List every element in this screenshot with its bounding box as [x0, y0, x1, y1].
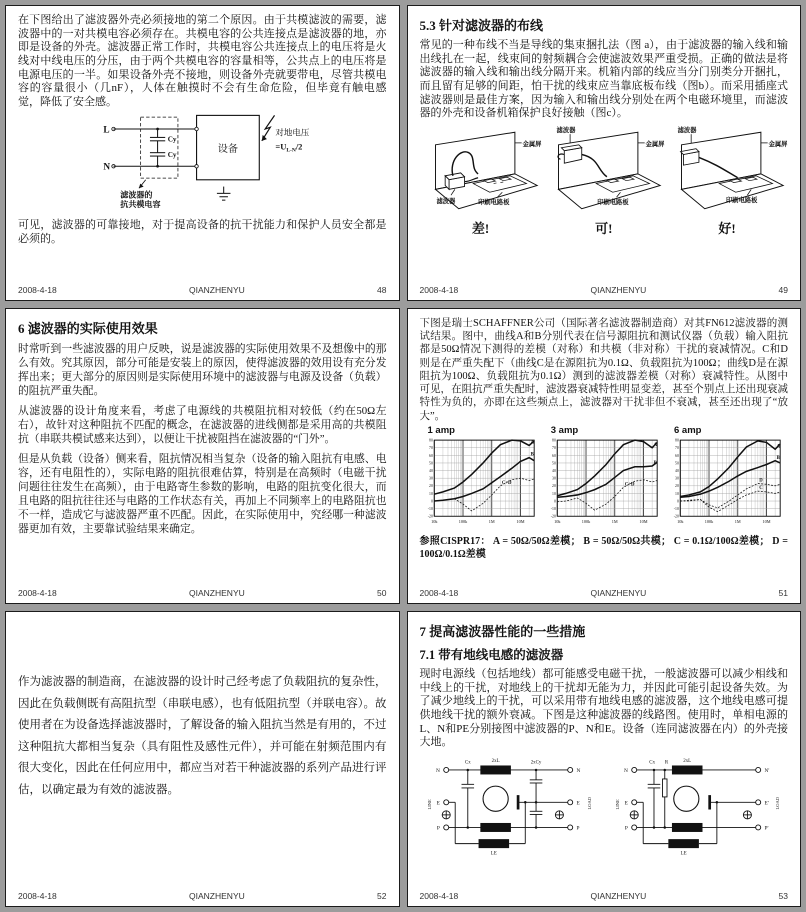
- footer-date: 2008-4-18: [18, 285, 57, 295]
- svg-text:B: B: [530, 452, 534, 458]
- device-label: 设备: [217, 144, 238, 156]
- svg-text:-20: -20: [427, 514, 433, 519]
- svg-text:100k: 100k: [581, 518, 591, 524]
- svg-text:10: 10: [551, 491, 556, 496]
- wires: [113, 129, 196, 166]
- screen-label: 金属屏: [645, 140, 665, 148]
- cap2-label: Cy: [167, 151, 177, 160]
- svg-text:70: 70: [675, 445, 679, 450]
- svg-text:B: B: [776, 455, 780, 461]
- attenuation-plots: [420, 425, 789, 533]
- svg-text:10M: 10M: [762, 518, 771, 524]
- svg-text:A: A: [530, 440, 534, 446]
- svg-text:10M: 10M: [515, 518, 525, 524]
- footer-date: 2008-4-18: [18, 891, 57, 901]
- le-label: LE: [680, 851, 687, 857]
- svg-text:40: 40: [428, 468, 433, 473]
- filter-label: 滤波器: [556, 126, 576, 134]
- svg-text:10M: 10M: [639, 518, 648, 524]
- attenuation-chart-1amp: [420, 436, 538, 528]
- terminal-label: N: [435, 767, 440, 774]
- paragraph-2: 从滤波器的设计角度来看，考虑了电源线的共模阻抗相对较低（约在50Ω左右），故针对这种阻抗不匹配的概念，在滤波器的进线侧都是采用高的共模阻抗（串联共模试感来达到），以便让干扰被阻挡在滤波器的“门外”。: [18, 405, 387, 446]
- filter-circuits: [420, 752, 789, 858]
- paragraph-1: 时常听到一些滤波器的用户反映，说是滤波器的实际使用效果不及想像中的那么有效。究其原因，部分可能是安装上的原因，使得滤波器的效用设有充分发挥出来；更大部分的原因则是实际使用环境中的滤波器与电源及设备（负载）的阻抗严重失配。: [18, 343, 387, 398]
- footer-page-number: 51: [778, 588, 788, 598]
- footer-author: QIANZHENYU: [189, 891, 245, 901]
- inductor-label: 2xL: [491, 758, 500, 764]
- paragraph-3: 但是从负载（设备）侧来看，阻抗情况相当复杂（设备的输入阻抗有电感、电容，还有电阻性的），实际电路的阻抗很难估算，特别是在高频时（电磁干扰问题往往发生在高频），由于电路寄生参数的影响，电路的阻抗变化很大，而且电路的阻抗往往还与电路的工作状态有关，再加上不同频率上的电路阻抗也不一样，造成它与滤波器严重不匹配。因此，在实际使用中，究经哪一种滤波器更加有效，主要靠试验结果来确定。: [18, 453, 387, 536]
- wiring-figures: [420, 125, 789, 237]
- lightning-icon: [262, 116, 275, 141]
- pcb-label: 印刷电路板: [726, 196, 758, 204]
- svg-text:10k: 10k: [553, 518, 561, 524]
- wiring-figure-c: [666, 125, 788, 237]
- svg-text:-10: -10: [550, 506, 556, 511]
- ground-icon: [217, 187, 231, 201]
- svg-text:1M: 1M: [611, 518, 618, 524]
- cap-note-1: 滤波器的: [120, 190, 153, 200]
- svg-text:10: 10: [675, 491, 679, 496]
- grounding-diagram: [85, 112, 320, 212]
- slide-footer: [18, 588, 387, 598]
- slide-footer: [420, 588, 789, 598]
- svg-text:70: 70: [551, 445, 556, 450]
- svg-text:60: 60: [675, 453, 679, 458]
- section-heading: 6 滤波器的实际使用效果: [18, 321, 158, 336]
- body-text: 作为滤波器的制造商，在滤波器的设计时己经考虑了负载阻抗的复杂性，因此在负载侧既有高阻抗型（串联电感），也有低阻抗型（并联电容）。故使用者在为设备选择滤波器时，了解设备的输入阻抗当然是有用的，不过这种阻抗大都相当复杂（具有阻性及感性元件），并可能在射频范围内有很大变化，因此在任何应用中，都应当对若干种滤波器的系列产品进行评估，以确定最为有效的滤波器。: [18, 676, 387, 797]
- body-text: 现时电源线（包括地线）都可能感受电磁干扰，一般滤波器可以减少相线和中线上的干扰，对地线上的干扰却无能为力，并因此可能引起设备失效。为了减少地线上的干扰，可以采用带有地线电感的滤波器，这个地线电感可提供地线干扰的额外衰减。下图是这种滤波器的线路图。使用时，单相电源的L、N和PE分别接图中滤波器的P、N和E。设备（连同滤波器在内）的外壳接大地。: [419, 668, 788, 749]
- svg-text:40: 40: [551, 468, 556, 473]
- svg-text:C: C: [759, 485, 763, 491]
- slide-51: [407, 308, 802, 604]
- terminal-label: P: [575, 825, 579, 832]
- svg-text:1M: 1M: [734, 518, 741, 524]
- terminal-label: E: [436, 800, 440, 807]
- svg-text:10: 10: [428, 491, 433, 496]
- plot-6amp: [666, 425, 788, 533]
- chassis-sketch-good: [666, 125, 788, 215]
- pcb-label: 印刷电路板: [477, 198, 510, 206]
- slide-49: [407, 5, 802, 301]
- svg-text:80: 80: [675, 438, 679, 443]
- figure-caption: 可!: [595, 220, 613, 236]
- footer-author: QIANZHENYU: [590, 891, 647, 901]
- footer-author: QIANZHENYU: [189, 285, 245, 295]
- section-heading: 5.3 针对滤波器的布线: [419, 18, 544, 33]
- wiring-figure-b: [543, 125, 665, 237]
- slide-footer: [18, 285, 387, 295]
- line-l-label: L: [103, 125, 110, 136]
- filter-label: 滤波器: [677, 126, 697, 134]
- svg-text:20: 20: [428, 483, 433, 488]
- ground-cross-icon: [630, 811, 751, 819]
- svg-text:50: 50: [551, 461, 556, 466]
- line-label: LINE: [614, 799, 620, 810]
- subsection-heading: 7.1 带有地线电感的滤波器: [419, 648, 564, 662]
- filter-dashed-box: [140, 117, 177, 178]
- footer-page-number: 52: [377, 891, 387, 901]
- svg-text:-20: -20: [673, 514, 679, 519]
- footer-author: QIANZHENYU: [189, 588, 245, 598]
- footer-page-number: 49: [778, 285, 788, 295]
- line-label: LINE: [426, 799, 432, 810]
- terminal-label: E: [624, 800, 628, 807]
- body-text: 在下图给出了滤波器外壳必须接地的第二个原因。由于共模滤波的需要，滤波器中的一对共模电容必须存在。共模电容的公共连接点是滤波器的地，亦即是设备的外壳。滤波器正常工作时，共模电容公共连接点上的电压将是火线对中线电压的分压，由于两个共模电容的容量相等，公共点上的电压将是电源电压的一半。如果设备外壳不接地，则设备外壳就要带电，尽管共模电容的容量很小（几nF），人体在触摸时不会有生命危险，但毕竟有触电感觉，降低了安全感。: [18, 14, 387, 108]
- conclusion-text: 可见，滤波器的可靠接地，对于提高设备的抗干扰能力和保护人员安全都是必须的。: [18, 219, 387, 245]
- filter-label: 滤波器: [435, 197, 455, 205]
- attenuation-chart-3amp: [543, 436, 661, 528]
- svg-text:50: 50: [675, 461, 679, 466]
- plot-1amp: [420, 425, 542, 533]
- svg-text:0: 0: [676, 499, 679, 504]
- svg-text:20: 20: [551, 483, 556, 488]
- wiring-figure-a: [420, 125, 542, 237]
- filter-circuit-diagram-right: [608, 752, 788, 858]
- svg-text:B: B: [653, 460, 657, 466]
- svg-text:A: A: [776, 444, 781, 450]
- slide-50: [5, 308, 400, 604]
- figure-caption: 差!: [471, 220, 490, 236]
- footer-author: QIANZHENYU: [590, 285, 647, 295]
- svg-text:10k: 10k: [430, 518, 437, 524]
- svg-text:1M: 1M: [488, 518, 495, 524]
- terminal-label: E: [575, 800, 580, 807]
- slide-48: [5, 5, 400, 301]
- footer-date: 2008-4-18: [419, 285, 459, 295]
- footer-date: 2008-4-18: [419, 891, 459, 901]
- plot-title: 1 amp: [427, 424, 455, 436]
- svg-text:50: 50: [428, 461, 433, 466]
- footer-page-number: 50: [377, 588, 387, 598]
- svg-text:80: 80: [551, 438, 556, 443]
- filter-box: [445, 173, 464, 189]
- slide-footer: [18, 891, 387, 901]
- svg-text:30: 30: [675, 476, 679, 481]
- filter-box: [681, 148, 699, 164]
- slide-52: [5, 611, 400, 907]
- voltage-label: 对地电压: [275, 128, 310, 139]
- slide-footer: [420, 891, 789, 901]
- footer-page-number: 53: [778, 891, 788, 901]
- attenuation-chart-6amp: [666, 436, 784, 528]
- svg-text:-10: -10: [427, 506, 433, 511]
- pointer-arrow: [139, 180, 146, 188]
- screen-label: 金属屏: [522, 140, 541, 148]
- line-n-label: N: [103, 163, 110, 174]
- svg-text:C+D: C+D: [624, 482, 635, 488]
- svg-text:80: 80: [428, 438, 433, 443]
- footer-date: 2008-4-18: [18, 588, 57, 598]
- inductor-label: 2xL: [683, 758, 692, 764]
- section-heading: 7 提高滤波器性能的一些措施: [419, 624, 586, 639]
- terminal-label: N: [575, 767, 580, 774]
- cx-label: Cx: [464, 760, 471, 766]
- screen-label: 金属屏: [768, 140, 788, 148]
- footer-page-number: 48: [377, 285, 387, 295]
- load-label: LOAD: [586, 796, 592, 810]
- svg-text:A: A: [653, 442, 657, 448]
- svg-text:30: 30: [428, 476, 433, 481]
- plot-3amp: [543, 425, 665, 533]
- terminal-label: P: [624, 825, 628, 832]
- pcb-label: 印刷电路板: [596, 198, 629, 206]
- slide-footer: [420, 285, 789, 295]
- terminal-label: P: [436, 825, 440, 832]
- svg-text:10k: 10k: [677, 518, 684, 524]
- svg-text:40: 40: [675, 468, 679, 473]
- cap-note-2: 抗共模电容: [120, 200, 161, 210]
- chassis-sketch-bad: [420, 125, 542, 215]
- terminal-label: E': [764, 800, 769, 807]
- cap1-label: Cy: [167, 136, 177, 145]
- le-label: LE: [490, 851, 497, 857]
- terminal-label: N': [764, 767, 770, 774]
- svg-text:70: 70: [428, 445, 433, 450]
- svg-text:100k: 100k: [458, 518, 467, 524]
- svg-text:30: 30: [551, 476, 556, 481]
- svg-text:0: 0: [430, 499, 433, 504]
- voltage-value: $=U_{L-N}/2$: [275, 141, 303, 154]
- svg-text:60: 60: [551, 453, 556, 458]
- filter-circuit-diagram-left: [420, 752, 600, 858]
- load-label: LOAD: [774, 796, 780, 810]
- body-text: 常见的一种布线不当是导线的集束捆扎法（图 a），由于滤波器的输入线和输出线扎在一起，线束间的射频耦合会使滤波效果严重受损。正确的做法是将滤波器的输入线和输出线分隔开来。机箱内部的线应当分门别类分开捆扎，而且留有足够的间距，怕干扰的线束应当靠底板布线（图b）。而采用插座式滤波器则是最佳方案，因为输入和输出线分别处在两个电磁环境里，而滤波器的外壳和设备机箱保护良好接触（图c）。: [419, 39, 788, 120]
- cy-label: 2xCy: [530, 760, 541, 766]
- ground-cross-icon: [442, 811, 563, 819]
- footer-author: QIANZHENYU: [590, 588, 647, 598]
- slide-53: [407, 611, 802, 907]
- svg-text:D: D: [759, 478, 763, 484]
- svg-text:-20: -20: [550, 514, 556, 519]
- terminal-label: N: [624, 767, 628, 774]
- plot-title: 6 amp: [674, 424, 702, 436]
- svg-text:C+D: C+D: [501, 480, 511, 486]
- terminal-label: P': [764, 825, 769, 832]
- svg-text:20: 20: [675, 483, 679, 488]
- svg-text:100k: 100k: [704, 518, 714, 524]
- svg-text:0: 0: [553, 499, 556, 504]
- plot-title: 3 amp: [550, 424, 579, 436]
- cx-label: Cx: [649, 760, 656, 766]
- figure-caption: 好!: [718, 220, 736, 236]
- svg-text:-10: -10: [673, 506, 679, 511]
- footer-date: 2008-4-18: [419, 588, 459, 598]
- resistor-label: R: [664, 760, 669, 766]
- chassis-sketch-ok: [543, 125, 665, 215]
- chart-caption: 参照CISPR17： A = 50Ω/50Ω差模； B = 50Ω/50Ω共模； C = 0.1Ω/100Ω差模； D = 100Ω/0.1Ω差模: [419, 535, 788, 560]
- body-text: 下图是瑞士SCHAFFNER公司（国际著名滤波器制造商）对其FN612滤波器的测试结果。图中，曲线A和B分别代表在信号源阻抗和测试仪器（负载）输入阻抗都是50Ω情况下测得的差模（对称）和共模（非对称）干扰的衰减情况。C和D则是在严重失配下（曲线C是在源阻抗为0.1Ω、负载阻抗为100Ω；曲线D是在源阻抗为100Ω、负载阻抗为0.1Ω）测到的滤波器差模（对称）衰减特性。从图中可见，在阻抗严重失配时，滤波器衰减特性明显变差，甚至个别点上还出现衰减特性为负的，亦即在这些频点上，滤波器对干扰非但不衰减，甚至还出现了“放大”。: [419, 318, 788, 422]
- svg-text:60: 60: [428, 453, 433, 458]
- grounding-diagram-wrap: [18, 112, 387, 217]
